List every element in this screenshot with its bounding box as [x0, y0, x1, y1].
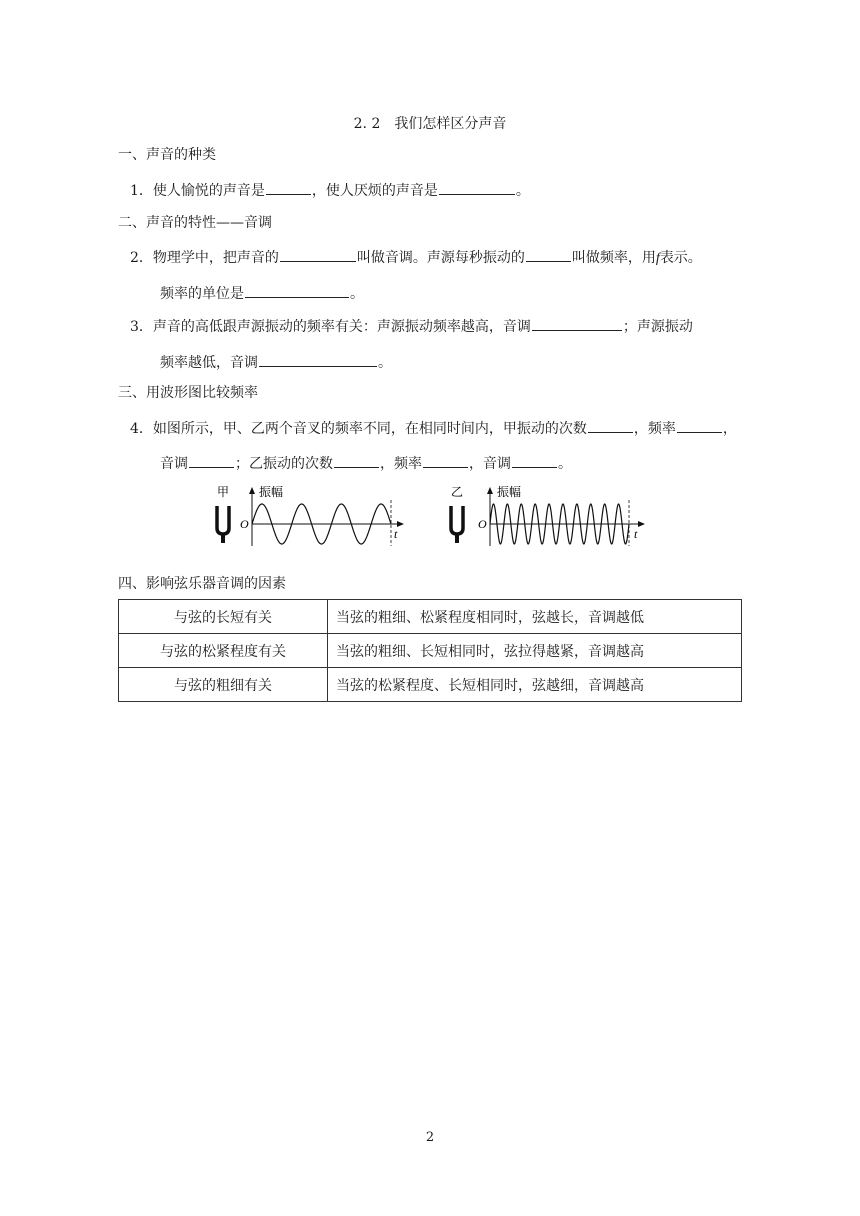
- effect-cell: 当弦的松紧程度、长短相同时，弦越细，音调越高: [328, 668, 742, 702]
- section-heading-3: 三、用波形图比较频率: [118, 385, 258, 401]
- y-axis-label: 振幅: [497, 485, 522, 499]
- x-axis-label: t: [394, 527, 398, 541]
- q4-text-d: 音调: [160, 456, 188, 472]
- tuning-fork-icon: [451, 506, 463, 534]
- origin-label: O: [240, 517, 249, 531]
- effect-cell: 当弦的粗细、松紧程度相同时，弦越长，音调越低: [328, 600, 742, 634]
- effect-cell: 当弦的粗细、长短相同时，弦拉得越紧，音调越高: [328, 634, 742, 668]
- q2-text-d: 表示。: [659, 250, 702, 266]
- factor-cell: 与弦的长短有关: [119, 600, 328, 634]
- page-number: 2: [425, 1130, 435, 1145]
- table-row: [119, 668, 742, 702]
- answer-blank[interactable]: [526, 247, 571, 262]
- question-3: [130, 316, 693, 336]
- question-4: [130, 418, 737, 438]
- q1-text-c: 。: [515, 183, 530, 199]
- page-title: 2. 2 我们怎样区分声音: [353, 116, 507, 132]
- q4-text-e: ；乙振动的次数: [235, 456, 333, 472]
- section-heading-4: 四、影响弦乐器音调的因素: [118, 576, 286, 592]
- string-instrument-factors-table: [118, 599, 742, 702]
- q3-text-a: 3．声音的高低跟声源振动的频率有关：声源振动频率越高，音调: [130, 319, 531, 335]
- x-axis-label: t: [634, 527, 638, 541]
- answer-blank[interactable]: [423, 453, 468, 468]
- answer-blank[interactable]: [677, 418, 722, 433]
- answer-blank[interactable]: [189, 453, 234, 468]
- x-axis-arrow: [397, 521, 404, 527]
- fork-jia: [217, 485, 229, 543]
- q1-text-a: 1．使人愉悦的声音是: [130, 183, 265, 199]
- q3-text-b: ；声源振动: [622, 319, 693, 335]
- q2-text-a: 2．物理学中，把声音的: [130, 250, 279, 266]
- x-axis-arrow: [638, 521, 645, 527]
- factor-cell: 与弦的粗细有关: [119, 668, 328, 702]
- q2-text-b: 叫做音调。声源每秒振动的: [356, 250, 525, 266]
- tuning-fork-handle: [221, 533, 225, 543]
- fork-label-yi: 乙: [451, 485, 464, 499]
- q2-text-g: 。: [350, 286, 364, 302]
- table-row: [119, 600, 742, 634]
- q4-text-h: 。: [558, 456, 572, 472]
- question-2: [130, 247, 702, 268]
- tuning-fork-handle: [455, 533, 459, 543]
- y-axis-arrow: [487, 487, 493, 494]
- y-axis-arrow: [249, 487, 255, 494]
- origin-label: O: [478, 517, 487, 531]
- answer-blank[interactable]: [280, 247, 356, 262]
- section-heading-1: 一、声音的种类: [118, 147, 216, 163]
- answer-blank[interactable]: [512, 453, 557, 468]
- q4-text-g: ，音调: [469, 456, 511, 472]
- q4-text-a: 4．如图所示，甲、乙两个音叉的频率不同，在相同时间内，甲振动的次数: [130, 421, 587, 437]
- answer-blank[interactable]: [588, 418, 633, 433]
- answer-blank[interactable]: [259, 352, 377, 367]
- question-2-continued: [160, 283, 364, 303]
- waveform-figure: [205, 480, 665, 560]
- section-heading-2: 二、声音的特性——音调: [118, 215, 272, 231]
- q2-text-c: 叫做频率，用: [571, 250, 656, 266]
- q4-text-b: ，频率: [633, 421, 676, 437]
- y-axis-label: 振幅: [259, 485, 284, 499]
- answer-blank[interactable]: [245, 283, 349, 298]
- q4-text-c: ，: [722, 421, 737, 437]
- answer-blank[interactable]: [266, 180, 311, 195]
- q2-text-e: 频率的单位是: [160, 286, 244, 302]
- waveform-yi: [490, 504, 629, 544]
- fork-yi: [451, 485, 463, 543]
- factor-cell: 与弦的松紧程度有关: [119, 634, 328, 668]
- q3-text-c: 频率越低，音调: [160, 355, 258, 371]
- frequency-symbol: f: [655, 251, 660, 266]
- q4-text-f: ，频率: [380, 456, 422, 472]
- graph-yi: [478, 484, 645, 546]
- answer-blank[interactable]: [439, 180, 515, 195]
- q1-text-b: ，使人厌烦的声音是: [311, 183, 438, 199]
- tuning-fork-icon: [217, 506, 229, 534]
- answer-blank[interactable]: [334, 453, 379, 468]
- question-1: [130, 180, 530, 200]
- q3-text-d: 。: [378, 355, 392, 371]
- answer-blank[interactable]: [532, 316, 622, 331]
- question-3-continued: [160, 352, 392, 372]
- graph-jia: [240, 484, 404, 546]
- question-4-continued: [160, 453, 572, 473]
- fork-label-jia: 甲: [217, 485, 230, 499]
- table-row: [119, 634, 742, 668]
